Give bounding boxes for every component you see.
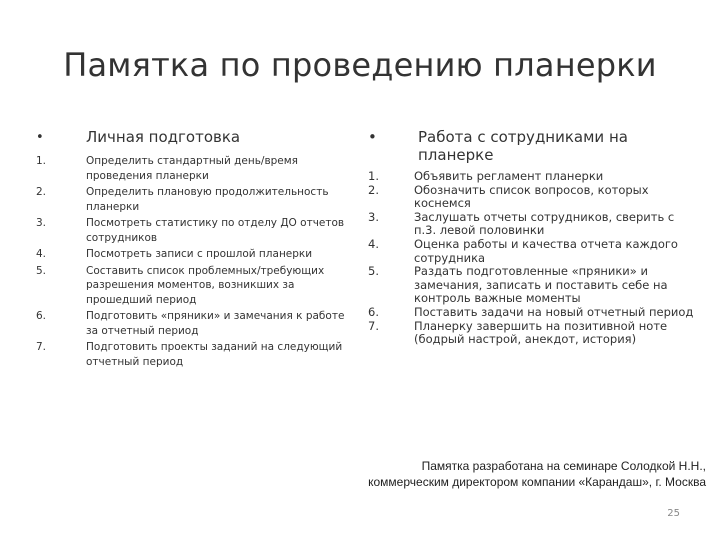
item-number: 2. — [36, 186, 47, 198]
item-text: Подготовить «пряники» и замечания к работе за отчетный период — [86, 310, 345, 337]
page-number: 25 — [667, 508, 680, 519]
item-text: Планерку завершить на позитивной ноте (бодрый настрой, анекдот, история) — [414, 318, 668, 347]
item-text: Определить плановую продолжительность планерки — [86, 186, 329, 213]
item-text: Обозначить список вопросов, которых коснемся — [414, 182, 649, 211]
list-item — [36, 185, 354, 214]
item-number: 2. — [368, 182, 379, 197]
list-item — [36, 340, 354, 369]
list-item — [368, 170, 698, 184]
right-list — [368, 170, 698, 347]
list-item — [36, 216, 354, 245]
list-item — [368, 320, 698, 347]
list-item — [368, 211, 698, 238]
item-number: 1. — [368, 169, 379, 183]
list-item — [368, 238, 698, 265]
list-item — [368, 265, 698, 306]
item-number: 3. — [368, 209, 379, 224]
item-text: Посмотреть статистику по отделу ДО отчетов сотрудников — [86, 217, 345, 244]
list-item — [36, 247, 354, 262]
list-item — [36, 309, 354, 338]
item-text: Посмотреть записи с прошлой планерки — [86, 248, 313, 260]
bullet-icon: • — [36, 130, 44, 145]
list-item — [368, 306, 698, 320]
author-note — [300, 458, 706, 490]
item-number: 1. — [36, 155, 47, 167]
left-list — [36, 154, 354, 369]
item-text: Составить список проблемных/требующих разрешения моментов, возникших за прошедший период — [86, 264, 325, 306]
item-text: Заслушать отчеты сотрудников, сверить с п.3. левой половинки — [414, 209, 675, 238]
item-number: 7. — [36, 341, 47, 353]
item-text: Определить стандартный день/время проведения планерки — [86, 155, 298, 182]
left-heading-text: Личная подготовка — [86, 128, 241, 146]
left-heading — [36, 128, 354, 146]
left-column — [36, 128, 354, 371]
item-text: Раздать подготовленные «пряники» и замечания, записать и поставить себе на контроль важные моменты — [414, 264, 668, 306]
right-heading-text: Работа с сотрудниками на планерке — [418, 128, 628, 164]
author-note-line: Памятка разработана на семинаре Солодкой Н.Н., — [421, 459, 706, 473]
item-number: 7. — [368, 318, 379, 333]
list-item — [36, 154, 354, 183]
item-text: Подготовить проекты заданий на следующий отчетный период — [86, 341, 343, 368]
item-number: 6. — [36, 310, 47, 322]
item-text: Объявить регламент планерки — [414, 169, 604, 183]
bullet-icon: • — [368, 128, 377, 146]
item-text: Оценка работы и качества отчета каждого сотрудника — [414, 236, 678, 265]
right-column — [368, 128, 698, 347]
list-item — [368, 184, 698, 211]
list-item — [36, 264, 354, 308]
item-text: Поставить задачи на новый отчетный период — [414, 304, 694, 319]
item-number: 5. — [36, 264, 47, 277]
item-number: 5. — [368, 264, 379, 279]
item-number: 4. — [36, 248, 47, 260]
author-note-line: коммерческим директором компании «Карандаш», г. Москва — [368, 475, 706, 489]
item-number: 3. — [36, 217, 47, 229]
item-number: 6. — [368, 304, 379, 319]
item-number: 4. — [368, 236, 379, 251]
page-title: Памятка по проведению планерки — [63, 46, 657, 84]
right-heading — [368, 128, 698, 164]
